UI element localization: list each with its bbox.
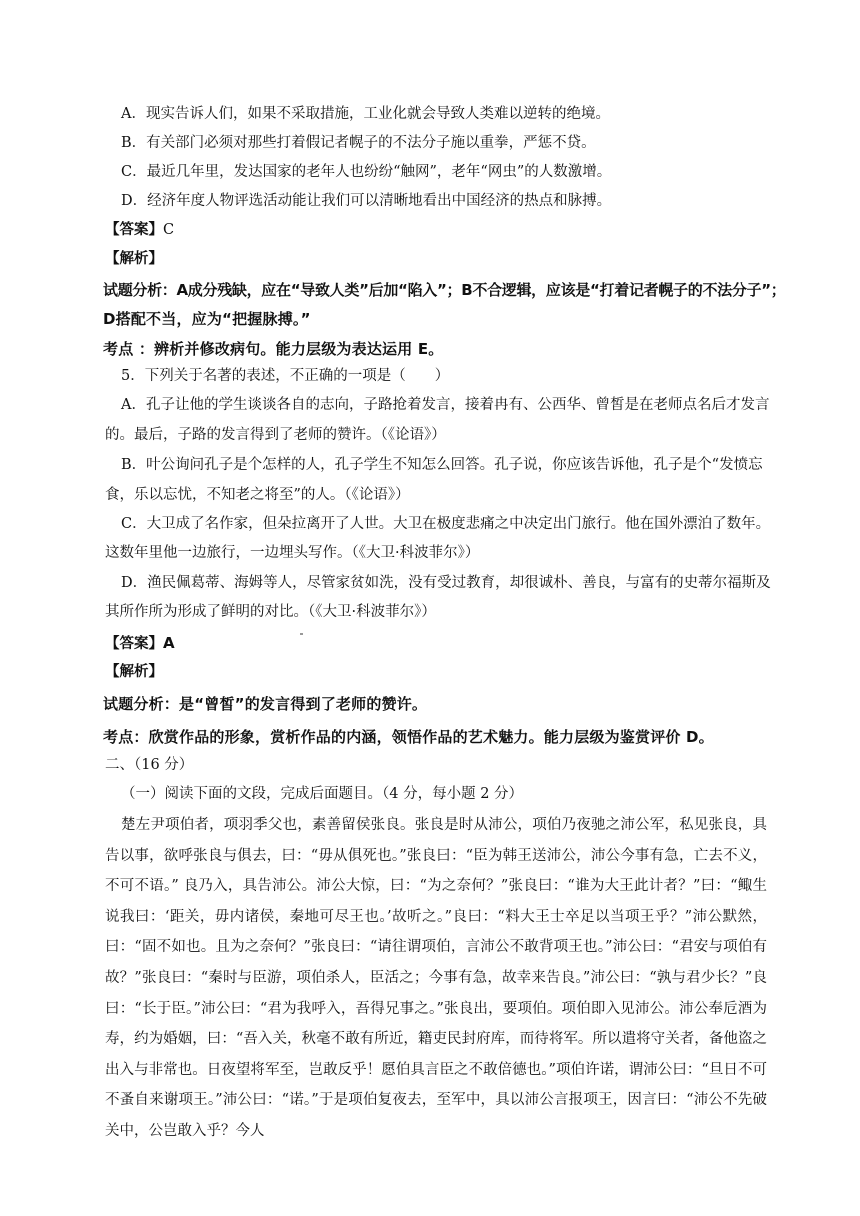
q5-answer bbox=[105, 633, 765, 654]
answer-value: C bbox=[163, 222, 175, 238]
q5-stem: 5．下列关于名著的表述，不正确的一项是（ ） bbox=[121, 368, 450, 384]
q5-analysis-label: 【解析】 bbox=[105, 664, 163, 680]
q4-analysis-line2: D搭配不当，应为“把握脉搏。” bbox=[103, 310, 311, 328]
q5-option-c-line1: C．大卫成了名作家，但朵拉离开了人世。大卫在极度悲痛之中决定出门旅行。他在国外漂泊了数年。 bbox=[121, 516, 771, 532]
q5-option-d-line2: 其所作所为形成了鲜明的对比。（《大卫·科波菲尔》） bbox=[105, 604, 436, 620]
q5-option-b-line2: 食，乐以忘忧，不知老之将至”的人。（《论语》） bbox=[105, 487, 410, 503]
q5-option-c-line2: 这数年里他一边旅行，一边埋头写作。（《大卫·科波菲尔》） bbox=[105, 545, 480, 561]
q5-option-a-line1: A．孔子让他的学生谈谈各自的志向，子路抢着发言，接着冉有、公西华、曾皙是在老师点名后才发言 bbox=[121, 397, 770, 413]
answer-label: 【答案】 bbox=[105, 636, 163, 652]
answer-label: 【答案】 bbox=[105, 222, 163, 238]
q4-analysis-line1: 试题分析：A成分残缺，应在“导致人类”后加“陷入”；B不合逻辑，应该是“打着记者幌子的不法分子”； bbox=[103, 281, 786, 299]
q5-option-a-line2: 的。最后，子路的发言得到了老师的赞许。（《论语》） bbox=[105, 427, 446, 443]
section-heading: 二、（16 分） bbox=[105, 757, 194, 773]
reading-passage: 楚左尹项伯者，项羽季父也，素善留侯张良。张良是时从沛公，项伯乃夜驰之沛公军，私见张良，具告以事，欲呼张良与俱去，曰：“毋从俱死也。”张良曰：“臣为韩王送沛公，沛公今事有急，亡去不义，不可不语。” 良乃入，具告沛公。沛公大惊，曰：“为之奈何？”张良曰：“谁为大王此计者？”曰：“鲰生说我曰：‘距关，毋内诸侯，秦地可尽王也。’故听之。”良曰：“料大王士卒足以当项王乎？”沛公默然，曰：“固不如也。且为之奈何？”张良曰：“请往谓项伯，言沛公不敢背项王也。”沛公曰：“君安与项伯有故？”张良曰：“秦时与臣游，项伯杀人，臣活之；今事有急，故幸来告良。”沛公曰：“孰与君少长？”良曰：“长于臣。”沛公曰：“君为我呼入，吾得兄事之。”张良出，要项伯。项伯即入见沛公。沛公奉卮酒为寿，约为婚姻，曰：“吾入关，秋毫不敢有所近，籍吏民封府库，而待将军。所以遣将守关者，备他盗之出入与非常也。日夜望将军至，岂敢反乎！愿伯具言臣之不敢倍德也。”项伯许诺，谓沛公曰：“旦日不可不蚤自来谢项王。”沛公曰：“诺。”于是项伯复夜去，至军中，具以沛公言报项王，因言曰：“沛公不先破关中，公岂敢入乎？今人 bbox=[105, 817, 767, 1139]
q4-option-d: D．经济年度人物评选活动能让我们可以清晰地看出中国经济的热点和脉搏。 bbox=[121, 193, 612, 209]
q4-answer bbox=[105, 220, 765, 240]
q5-option-d-line1: D．渔民佩葛蒂、海姆等人，尽管家贫如洗，没有受过教育，却很诚朴、善良，与富有的史蒂尔福斯及 bbox=[121, 575, 771, 591]
q4-option-b: B．有关部门必须对那些打着假记者幌子的不法分子施以重拳，严惩不贷。 bbox=[121, 135, 596, 151]
answer-value: A bbox=[163, 634, 175, 652]
q5-analysis-line1: 试题分析：是“曾皙”的发言得到了老师的赞许。 bbox=[103, 695, 428, 713]
q4-option-c: C．最近几年里，发达国家的老年人也纷纷“触网”，老年“网虫”的人数激增。 bbox=[121, 164, 612, 180]
q4-analysis-label: 【解析】 bbox=[105, 251, 163, 267]
q4-exam-point: 考点 ：辨析并修改病句。能力层级为表达运用 E。 bbox=[103, 340, 444, 358]
q5-exam-point: 考点：欣赏作品的形象，赏析作品的内涵，领悟作品的艺术魅力。能力层级为鉴赏评价 D。 bbox=[103, 728, 714, 746]
q5-option-b-line1: B．叶公询问孔子是个怎样的人，孔子学生不知怎么回答。孔子说，你应该告诉他，孔子是个“发愤忘 bbox=[121, 457, 763, 473]
q4-option-a: A．现实告诉人们，如果不采取措施，工业化就会导致人类难以逆转的绝境。 bbox=[121, 106, 610, 122]
section-subheading: （一）阅读下面的文段，完成后面题目。（4 分，每小题 2 分） bbox=[121, 786, 524, 802]
